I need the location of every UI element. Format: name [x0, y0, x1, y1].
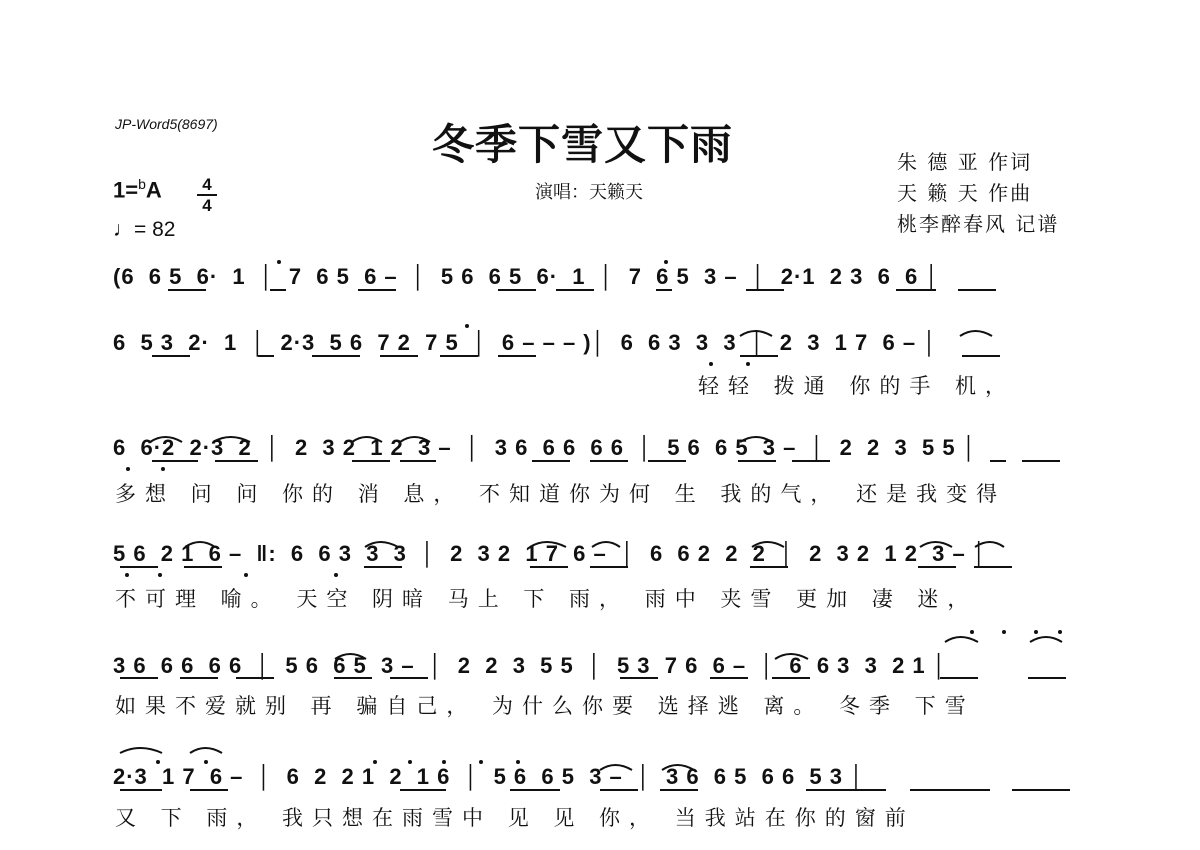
- octave-dot: [1002, 630, 1006, 634]
- score-row-6-notes: 2·3 1 7 6 – │ 6 2 2 1 2 1 6 │ 5 6 6 5 3 – │ 3 6 6 5 6 6 5 3 │: [113, 764, 865, 789]
- software-label: JP-Word5(8697): [115, 116, 218, 132]
- octave-dot: [244, 573, 248, 577]
- score-row-5-lyrics: 如果不爱就别 再 骗自己， 为什么你要 选择逃 离。 冬季 下雪: [115, 694, 975, 718]
- slur-mark: [1030, 637, 1062, 642]
- octave-dot: [408, 760, 412, 764]
- slur-mark: [592, 542, 620, 547]
- slur-mark: [920, 542, 952, 547]
- slur-mark: [213, 437, 250, 442]
- slur-mark: [120, 748, 162, 753]
- time-bottom: 4: [202, 196, 212, 215]
- score-row-6-lyrics: 又 下 雨， 我只想在雨雪中 见 见 你， 当我站在你的窗前: [115, 806, 915, 830]
- octave-dot: [158, 573, 162, 577]
- score-row-3-lyrics: 多想 问 问 你的 消 息， 不知道你为何 生 我的气， 还是我变得: [115, 482, 1007, 506]
- score-row-4-notes: 5 6 2 1 6 – ‖: 6 6 3 3 3 │ 2 3 2 1 7 6 – │ 6 6 2 2 2 │ 2 3 2 1 2 3 – │: [113, 541, 988, 566]
- slur-mark: [190, 748, 222, 753]
- tempo-value: = 82: [134, 218, 176, 241]
- flat-sign: b: [138, 176, 146, 192]
- octave-dot: [465, 324, 469, 328]
- transcriber-credit: 桃李醉春风 记谱: [897, 212, 1060, 236]
- score-row-5-notes: 3 6 6 6 6 6 │ 5 6 6 5 3 – │ 2 2 3 5 5 │ 5 3 7 6 6 – │ 6 6 3 3 2 1 │: [113, 653, 948, 678]
- octave-dot: [442, 760, 446, 764]
- key-note: A: [145, 177, 162, 203]
- score-row-2-notes: 6 5 3 2· 1 │ 2·3 5 6 7 2 7 5 │ 6 – – – )│ 6 6 3 3 3 │ 2 3 1 7 6 – │: [113, 330, 938, 355]
- score-row-4-lyrics: 不可理 喻。 天空 阴暗 马上 下 雨， 雨中 夹雪 更加 凄 迷，: [115, 587, 978, 611]
- slur-mark: [400, 437, 430, 442]
- octave-dot: [373, 760, 377, 764]
- time-top: 4: [202, 175, 212, 194]
- quarter-note-icon: ♩: [113, 218, 134, 241]
- score-row-1-notes: (6 6 5 6· 1 │ 7 6 5 6 – │ 5 6 6 5 6· 1 │ 7 6 5 3 – │ 2·1 2 3 6 6 │: [113, 264, 941, 289]
- slur-mark: [150, 437, 182, 442]
- octave-dot: [746, 362, 750, 366]
- slur-mark: [775, 654, 808, 659]
- slur-mark: [752, 542, 784, 547]
- octave-dot: [126, 467, 130, 471]
- song-title: 冬季下雪又下雨: [432, 120, 734, 169]
- octave-dot: [709, 362, 713, 366]
- octave-dot: [334, 573, 338, 577]
- slur-mark: [335, 654, 366, 659]
- slur-mark: [185, 542, 215, 547]
- score-row-3-notes: 6 6·2 2·3 2 │ 2 3 2 1 2 3 – │ 3 6 6 6 6 6 │ 5 6 6 5 3 – │ 2 2 3 5 5 │: [113, 435, 978, 460]
- slur-mark: [975, 542, 1004, 547]
- composer-credit: 天 籁 天 作曲: [897, 181, 1033, 205]
- octave-dot: [970, 630, 974, 634]
- lyricist-credit: 朱 德 亚 作词: [897, 150, 1033, 174]
- slur-mark: [530, 542, 566, 547]
- slur-mark: [740, 437, 772, 442]
- octave-dot: [1034, 630, 1038, 634]
- octave-dot: [204, 760, 208, 764]
- octave-dot: [479, 760, 483, 764]
- slur-mark: [945, 637, 978, 642]
- slur-mark: [662, 765, 694, 770]
- octave-dot: [1058, 630, 1062, 634]
- score-row-2-lyrics: 轻轻 拨通 你的手 机，: [698, 374, 1016, 398]
- singer-label: 演唱：天籁天: [535, 182, 643, 203]
- octave-dot: [516, 760, 520, 764]
- key-prefix: 1=: [113, 177, 139, 203]
- slur-mark: [365, 542, 398, 547]
- octave-dot: [161, 467, 165, 471]
- octave-dot: [125, 573, 129, 577]
- slur-mark: [600, 765, 632, 770]
- slur-mark: [960, 331, 992, 336]
- octave-dot: [156, 760, 160, 764]
- slur-mark: [352, 437, 382, 442]
- octave-dot: [277, 260, 281, 264]
- octave-dot: [664, 260, 668, 264]
- slur-mark: [740, 331, 772, 336]
